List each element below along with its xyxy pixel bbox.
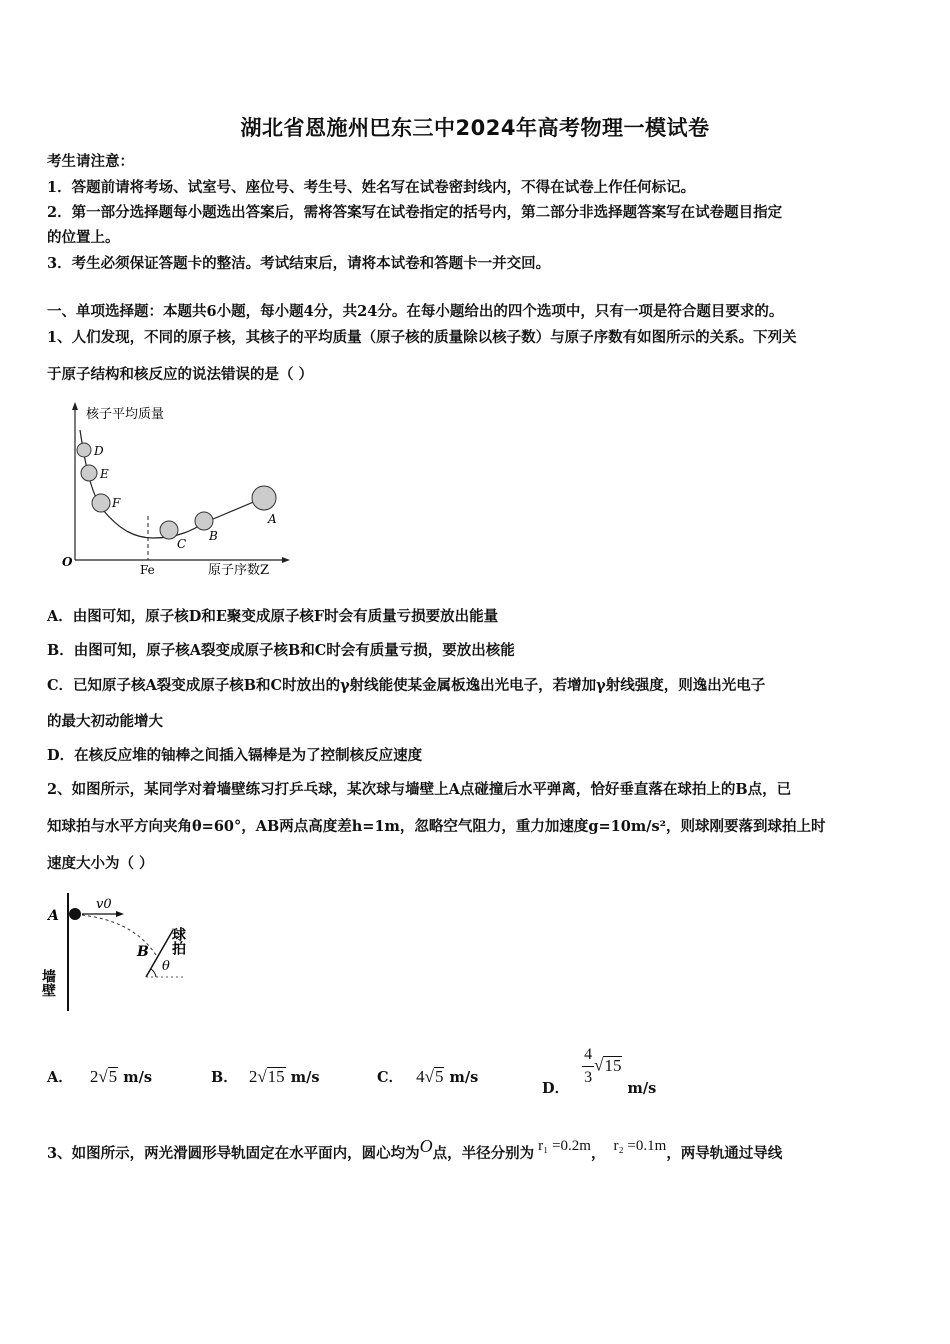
q3-separator: ， <box>590 1145 606 1162</box>
option-coef: 2 <box>89 1067 99 1086</box>
q3-text: 3、如图所示，两光滑圆形导轨固定在水平面内，圆心均为 <box>47 1145 420 1162</box>
section-heading: 一、单项选择题：本题共6小题，每小题4分，共24分。在每小题给出的四个选项中，只有一项是符合题目要求的。 <box>47 303 784 320</box>
point-a <box>252 486 276 510</box>
q2-stem: 知球拍与水平方向夹角θ=60°，AB两点高度差h=1m，忽略空气阻力，重力加速度g=10m/s²，则球刚要落到球拍上时 <box>47 818 826 835</box>
option-unit: m/s <box>627 1079 657 1097</box>
option-radicand: 5 <box>434 1067 444 1086</box>
q2-option-b: B． 2√15 m/s <box>211 1067 320 1086</box>
label-c: C <box>177 537 187 551</box>
y-axis-arrow <box>72 402 78 410</box>
notice-item: 2．第一部分选择题每小题选出答案后，需将答案写在试卷指定的括号内，第二部分非选择题答案写在试卷题目指定 <box>47 204 783 221</box>
option-numerator: 4 <box>582 1044 594 1067</box>
option-label: D． <box>542 1079 570 1097</box>
q1-option-a: A．由图可知，原子核D和E聚变成原子核F时会有质量亏损要放出能量 <box>47 608 499 625</box>
q1-option-b: B．由图可知，原子核A裂变成原子核B和C时会有质量亏损，要放出核能 <box>47 642 515 659</box>
ball <box>69 908 81 920</box>
q1-nuclear-mass-graph <box>58 400 298 580</box>
notice-item: 3．考生必须保证答题卡的整洁。考试结束后，请将本试卷和答题卡一并交回。 <box>47 255 551 272</box>
origin-label: O <box>62 555 73 569</box>
racket-label: 球拍 <box>170 927 186 955</box>
x-axis-arrow <box>282 557 290 563</box>
point-a-label: A <box>48 908 59 924</box>
wall-label: 墙壁 <box>40 969 56 997</box>
q1-stem: 1、人们发现，不同的原子核，其核子的平均质量（原子核的质量除以核子数）与原子序数有如图所示的关系。下列关 <box>47 329 797 346</box>
q2-pingpong-figure <box>40 885 204 1015</box>
point-f <box>92 494 110 512</box>
option-radicand: 15 <box>604 1055 622 1075</box>
option-radicand: 15 <box>267 1067 285 1086</box>
label-f: F <box>112 496 121 510</box>
q2-option-c: C． 4√5 m/s <box>377 1067 479 1086</box>
q2-stem: 2、如图所示，某同学对着墙壁练习打乒乓球，某次球与墙壁上A点碰撞后水平弹离，恰好垂直落在球拍上的B点，已 <box>47 781 792 798</box>
option-denominator: 3 <box>584 1069 593 1086</box>
point-b <box>195 512 213 530</box>
option-coef: 2 <box>248 1067 258 1086</box>
q1-stem: 于原子结构和核反应的说法错误的是（ ） <box>47 366 314 383</box>
label-b: B <box>209 529 218 543</box>
theta-label: θ <box>162 959 170 974</box>
option-coef: 4 <box>416 1067 425 1086</box>
option-unit: m/s <box>290 1069 320 1086</box>
q3-text: 点，半径分别为 <box>432 1145 535 1162</box>
page-title: 湖北省恩施州巴东三中2024年高考物理一模试卷 <box>240 116 710 140</box>
x-axis-label: 原子序数Z <box>208 563 270 578</box>
q3-r1: r₁ =0.2m <box>538 1138 591 1154</box>
q3-center-o: O <box>419 1136 433 1156</box>
label-d: D <box>94 444 104 458</box>
q2-option-a: A． 2√5 m/s <box>47 1067 153 1086</box>
q1-option-c: C．已知原子核A裂变成原子核B和C时放出的γ射线能使某金属板逸出光电子，若增加γ射线强度，则逸出光电子 <box>47 677 766 694</box>
notice-heading: 考生请注意： <box>47 153 134 170</box>
q2-option-d: D． $\frac{4}{3}√15$ m/s <box>542 1046 657 1097</box>
fe-label: Fe <box>140 563 155 577</box>
point-e <box>81 465 97 481</box>
point-b-label: B <box>137 944 149 960</box>
label-e: E <box>100 467 109 481</box>
option-unit: m/s <box>123 1069 153 1086</box>
v0-label: v0 <box>96 897 112 912</box>
option-label: A． <box>47 1069 73 1086</box>
q2-stem: 速度大小为（ ） <box>47 855 154 872</box>
notice-item: 1．答题前请将考场、试室号、座位号、考生号、姓名写在试卷密封线内，不得在试卷上作任何标记。 <box>47 179 696 196</box>
q1-option-d: D．在核反应堆的铀棒之间插入镉棒是为了控制核反应速度 <box>47 747 423 764</box>
point-c <box>160 521 178 539</box>
label-a: A <box>268 512 277 526</box>
y-axis-label: 核子平均质量 <box>86 407 165 422</box>
option-label: C． <box>377 1069 404 1086</box>
option-unit: m/s <box>449 1069 479 1086</box>
q3-stem <box>47 1136 909 1164</box>
velocity-arrowhead <box>116 911 124 917</box>
option-label: B． <box>211 1069 238 1086</box>
option-radicand: 5 <box>108 1067 118 1086</box>
notice-item: 的位置上。 <box>47 229 120 246</box>
point-d <box>77 443 91 457</box>
q1-option-c-cont: 的最大初动能增大 <box>47 713 163 730</box>
angle-arc <box>151 969 156 977</box>
q3-r2: r₂ =0.1m <box>613 1138 667 1154</box>
q3-text: ，两导轨通过导线 <box>666 1145 783 1162</box>
